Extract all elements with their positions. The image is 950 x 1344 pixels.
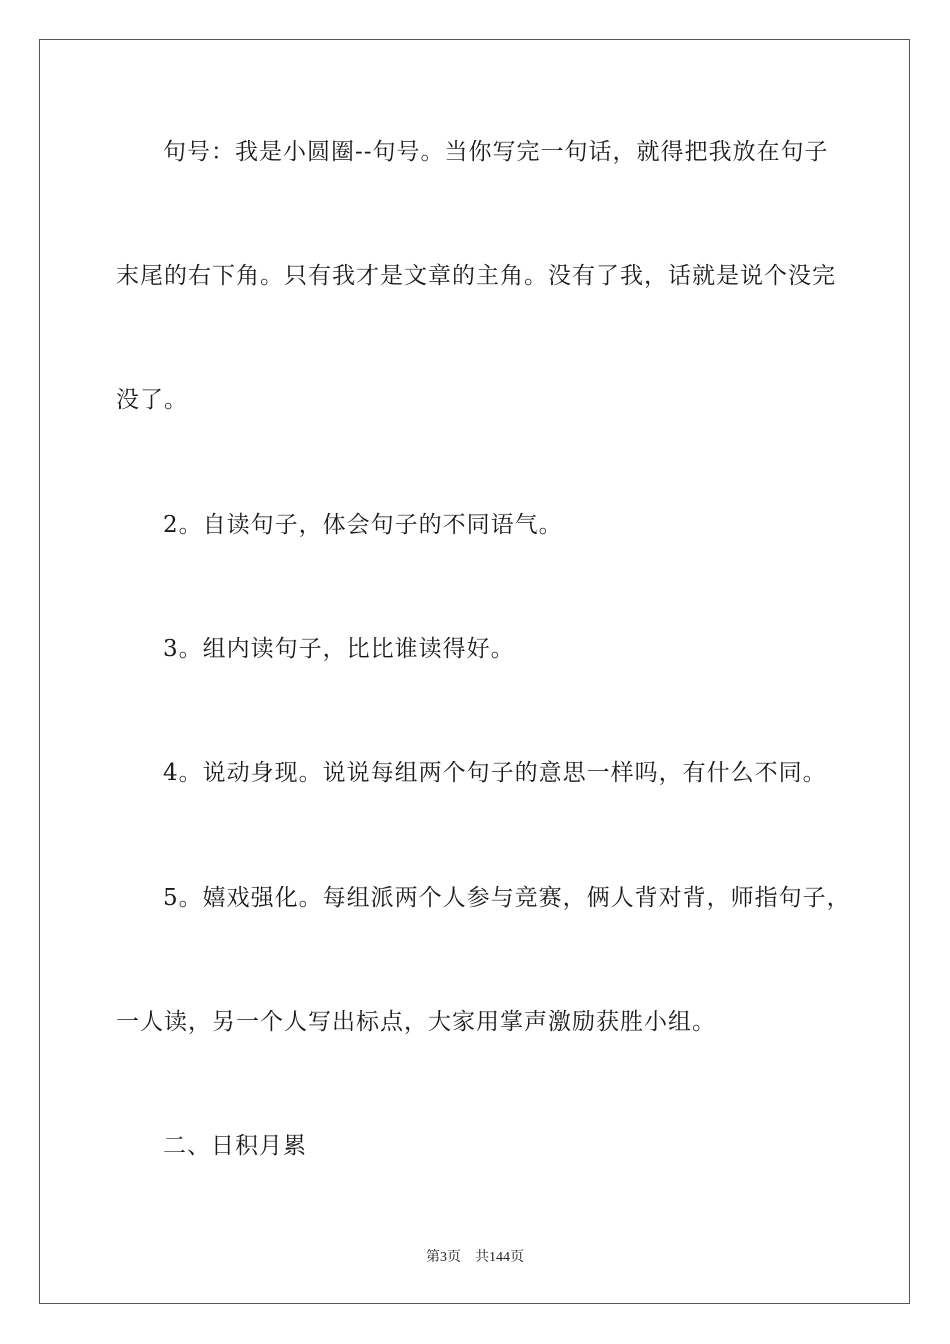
paragraph-line: 句号：我是小圆圈--句号。当你写完一句话，就得把我放在句子 [163,139,829,165]
list-item: 2。自读句子，体会句子的不同语气。 [163,512,563,538]
page-footer [0,1246,950,1266]
list-item: 4。说动身现。说说每组两个句子的意思一样吗，有什么不同。 [163,760,827,786]
page-border [39,39,910,1304]
section-heading: 二、日积月累 [163,1133,307,1159]
list-item: 5。嬉戏强化。每组派两个人参与竞赛，俩人背对背，师指句子， [163,885,851,911]
page-number: 第3页 [426,1250,461,1265]
paragraph-line: 没了。 [116,387,188,413]
paragraph-line: 一人读，另一个人写出标点，大家用掌声激励获胜小组。 [116,1009,716,1035]
paragraph-line: 末尾的右下角。只有我才是文章的主角。没有了我，话就是说个没完 [116,263,836,289]
page-total: 共144页 [475,1250,524,1265]
list-item: 3。组内读句子，比比谁读得好。 [163,636,515,662]
